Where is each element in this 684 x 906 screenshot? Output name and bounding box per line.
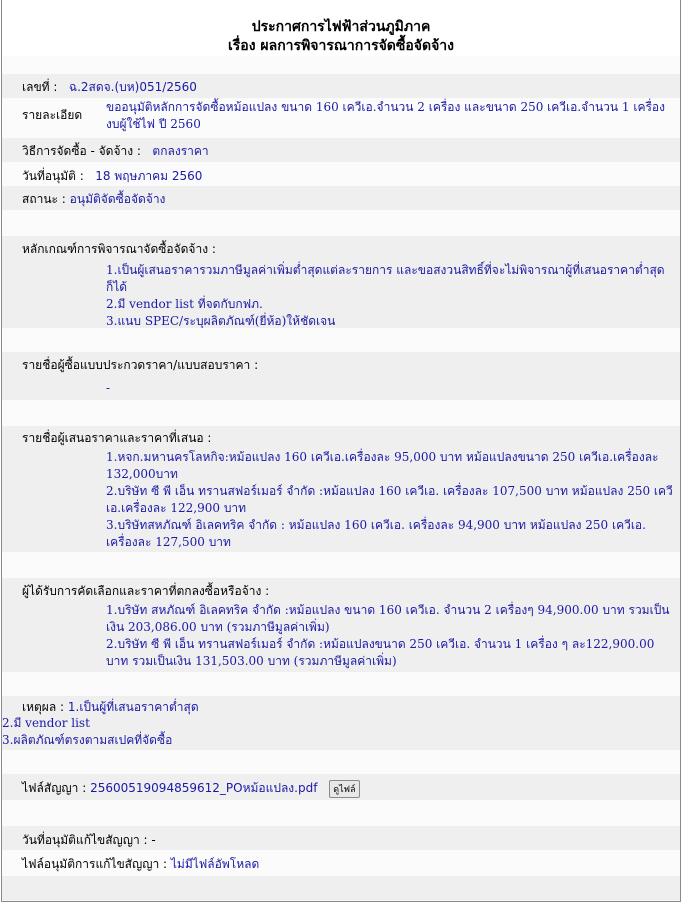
bidder-item: 3.บริษัทสหภัณฑ์ อิเลคทริค จำกัด : หม้อแปลง 160 เควีเอ. เครื่องละ 94,900 บาท หม้อแปลง 250 เควีเอ. เครื่องละ 127,500 บาท: [106, 518, 646, 549]
bidders-label: รายชื่อผู้เสนอราคาและราคาที่เสนอ :: [22, 431, 212, 445]
contract-file-row: [2, 774, 680, 800]
number-row: [2, 74, 680, 98]
detail-value: ขออนุมัติหลักการจัดซื้อหม้อแปลง ขนาด 160 เควีเอ.จำนวน 2 เครื่อง และขนาด 250 เควีเอ.จำนวน 1 เครื่อง งบผู้ใช้ไฟ ปี 2560: [106, 100, 665, 131]
number-label: เลขที่ :: [22, 80, 58, 94]
contract-file-label: ไฟล์สัญญา :: [22, 781, 87, 795]
winner-item: 1.บริษัท สหภัณฑ์ อิเลคทริค จำกัด :หม้อแปลง ขนาด 160 เควีเอ. จำนวน 2 เครื่องๆ 94,900.00 บาท รวมเป็นเงิน 203,086.00 บาท (รวมภาษีมูลค่าเพิ่ม): [106, 603, 670, 634]
amend-date-value: -: [151, 833, 156, 847]
winner-item: 2.บริษัท ซี พี เอ็น ทรานสฟอร์เมอร์ จำกัด :หม้อแปลงขนาด 250 เควีเอ. จำนวน 1 เครื่อง ๆ ละ122,900.00 บาท รวมเป็นเงิน 131,503.00 บาท (รวมภาษีมูลค่าเพิ่ม): [106, 637, 655, 668]
method-label: วิธีการจัดซื้อ - จัดจ้าง :: [22, 144, 141, 158]
criteria-label: หลักเกณฑ์การพิจารณาจัดซื้อจัดจ้าง :: [22, 242, 216, 256]
criteria-item: 1.เป็นผู้เสนอราคารวมภาษีมูลค่าเพิ่มต่ำสุดแต่ละรายการ และขอสงวนสิทธิ์ที่จะไม่พิจารณาผู้ที่เสนอราคาต่ำสุดก็ได้: [106, 263, 665, 294]
approval-date-label: วันที่อนุมัติ :: [22, 169, 84, 183]
criteria-item: 2.มี vendor list ที่จดกับกฟภ.: [106, 297, 263, 311]
method-row: [2, 138, 680, 162]
bidder-item: 2.บริษัท ซี พี เอ็น ทรานสฟอร์เมอร์ จำกัด :หม้อแปลง 160 เควีเอ. เครื่องละ 107,500 บาท หม้อแปลง 250 เควีเอ.เครื่องละ 122,900 บาท: [106, 484, 673, 515]
amend-date-label: วันที่อนุมัติแก้ไขสัญญา :: [22, 833, 148, 847]
amend-file-label: ไฟล์อนุมัติการแก้ไขสัญญา :: [22, 857, 168, 871]
approval-date-row: [2, 162, 680, 186]
buyers-section: [2, 352, 680, 400]
buyers-value: -: [106, 381, 111, 395]
buyers-label: รายชื่อผู้ซื้อแบบประกวดราคา/แบบสอบราคา :: [22, 358, 259, 372]
reason-label: เหตุผล :: [22, 700, 65, 714]
detail-label: รายละเอียด: [22, 108, 83, 122]
amend-file-row: [2, 850, 680, 876]
status-row: [2, 186, 680, 210]
winners-section: [2, 578, 680, 672]
bidder-item: 1.หจก.มหานครโลหกิจ:หม้อแปลง 160 เควีเอ.เครื่องละ 95,000 บาท หม้อแปลงขนาด 250 เควีเอ.เครื่องละ 132,000บาท: [106, 450, 659, 481]
reason-section: [2, 696, 680, 750]
contract-file-link[interactable]: 25600519094859612_POหม้อแปลง.pdf: [90, 781, 318, 795]
title-line-2: เรื่อง ผลการพิจารณาการจัดซื้อจัดจ้าง: [228, 38, 454, 54]
announcement-panel: [1, 0, 681, 902]
reason-line-2: 2.มี vendor list: [2, 716, 90, 730]
reason-line-3: 3.ผลิตภัณฑ์ตรงตามสเปคที่จัดซื้อ: [2, 733, 173, 747]
detail-row: [2, 98, 680, 138]
amend-file-value: ไม่มีไฟล์อัพโหลด: [170, 857, 260, 871]
page-title: [2, 0, 680, 56]
criteria-section: [2, 236, 680, 328]
criteria-item: 3.แนบ SPEC/ระบุผลิตภัณฑ์(ยี่ห้อ)ให้ชัดเจน: [106, 314, 336, 328]
number-value: ฉ.2สดจ.(บห)051/2560: [68, 80, 197, 94]
view-file-button[interactable]: ดูไฟล์: [329, 780, 359, 798]
title-line-1: ประกาศการไฟฟ้าส่วนภูมิภาค: [251, 19, 431, 35]
method-value: ตกลงราคา: [152, 144, 209, 158]
approval-date-value: 18 พฤษภาคม 2560: [95, 169, 203, 183]
bidders-section: [2, 426, 680, 552]
reason-line-1: 1.เป็นผู้ที่เสนอราคาต่ำสุด: [67, 700, 199, 714]
status-value: อนุมัติจัดซื้อจัดจ้าง: [69, 192, 166, 206]
winners-label: ผู้ได้รับการคัดเลือกและราคาที่ตกลงซื้อหรือจ้าง :: [22, 584, 270, 598]
status-label: สถานะ :: [22, 192, 66, 206]
amend-date-row: [2, 826, 680, 850]
